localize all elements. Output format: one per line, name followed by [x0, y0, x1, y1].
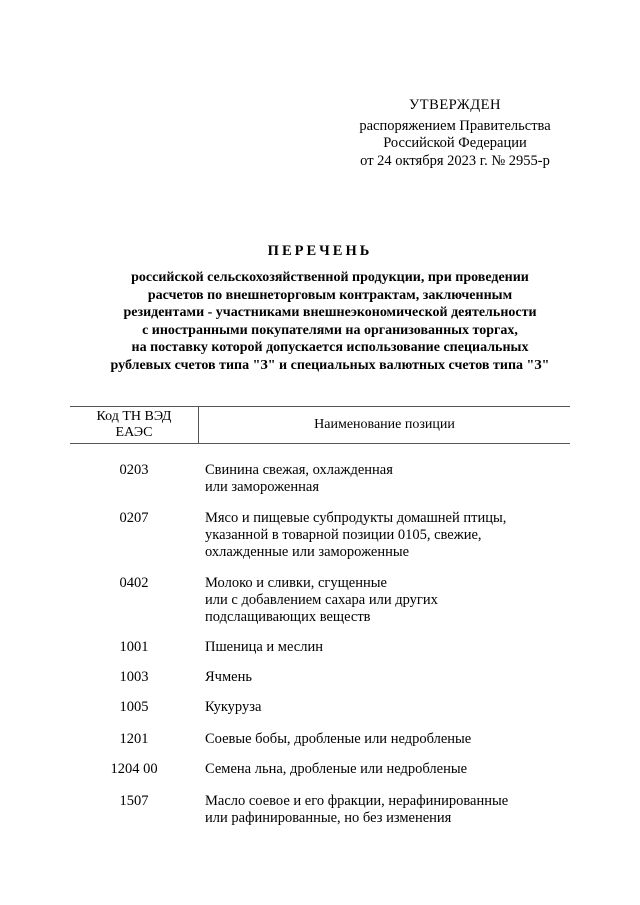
row-name [205, 462, 570, 496]
subtitle-line: расчетов по внешнеторговым контрактам, заключенным [147, 287, 513, 303]
row-name-line: Соевые бобы, дробленые или недробленые [205, 731, 472, 747]
row-code: 0402 [119, 575, 149, 591]
row-name-line: или рафинированные, но без изменения [205, 810, 452, 826]
row-name [205, 639, 570, 656]
subtitle-line: резидентами - участниками внешнеэкономической деятельности [123, 305, 537, 320]
approval-line: распоряжением Правительства [359, 117, 551, 134]
row-name-line: Мясо и пищевые субпродукты домашней птицы, [205, 510, 507, 526]
subtitle-line: российской сельскохозяйственной продукции, при проведении [131, 270, 529, 285]
row-name [205, 575, 570, 626]
approval-heading: УТВЕРЖДЕН [409, 97, 501, 113]
header-name: Наименование позиции [314, 417, 455, 432]
header-code-line: ЕАЭС [115, 425, 153, 440]
row-name-line: Семена льна, дробленые или недробленые [205, 761, 468, 777]
row-name-line: охлажденные или замороженные [205, 544, 410, 560]
row-name-line: Масло соевое и его фракции, нерафинированные [205, 793, 509, 809]
header-code-line: Код ТН ВЭД [96, 409, 172, 424]
approval-line: Российской Федерации [383, 135, 527, 151]
row-code: 1204 00 [110, 761, 158, 777]
row-name [205, 793, 570, 827]
row-code: 1507 [119, 793, 149, 809]
row-name-line: Свинина свежая, охлажденная [205, 462, 393, 478]
row-name-line: указанной в товарной позиции 0105, свежие, [205, 527, 482, 543]
subtitle-line: рублевых счетов типа "З" и специальных валютных счетов типа "З" [110, 357, 550, 373]
row-code: 1201 [119, 731, 149, 747]
row-name [205, 731, 570, 748]
row-name [205, 761, 570, 778]
header-code [70, 407, 199, 443]
row-code: 0207 [119, 510, 149, 526]
row-code: 1001 [119, 639, 149, 655]
row-name-line: подслащивающих веществ [205, 609, 371, 625]
row-name-line: Ячмень [205, 669, 252, 685]
row-name [205, 699, 570, 716]
row-name [205, 669, 570, 686]
row-name-line: или с добавлением сахара или других [205, 592, 438, 608]
subtitle-line: на поставку которой допускается использование специальных [131, 340, 529, 355]
row-code: 1005 [119, 699, 149, 715]
row-name-line: Кукуруза [205, 699, 262, 715]
row-name-line: Молоко и сливки, сгущенные [205, 575, 387, 591]
approval-line: от 24 октября 2023 г. № 2955-р [360, 152, 550, 169]
subtitle-line: с иностранными покупателями на организованных торгах, [142, 322, 518, 338]
row-code: 0203 [119, 462, 149, 478]
row-name-line: или замороженная [205, 479, 319, 495]
document-title: ПЕРЕЧЕНЬ [267, 243, 373, 259]
approval-stamp [340, 97, 570, 170]
row-code: 1003 [119, 669, 149, 685]
row-name-line: Пшеница и меслин [205, 639, 323, 655]
table-header [70, 406, 570, 444]
row-name [205, 510, 570, 561]
document-subtitle [60, 269, 600, 374]
